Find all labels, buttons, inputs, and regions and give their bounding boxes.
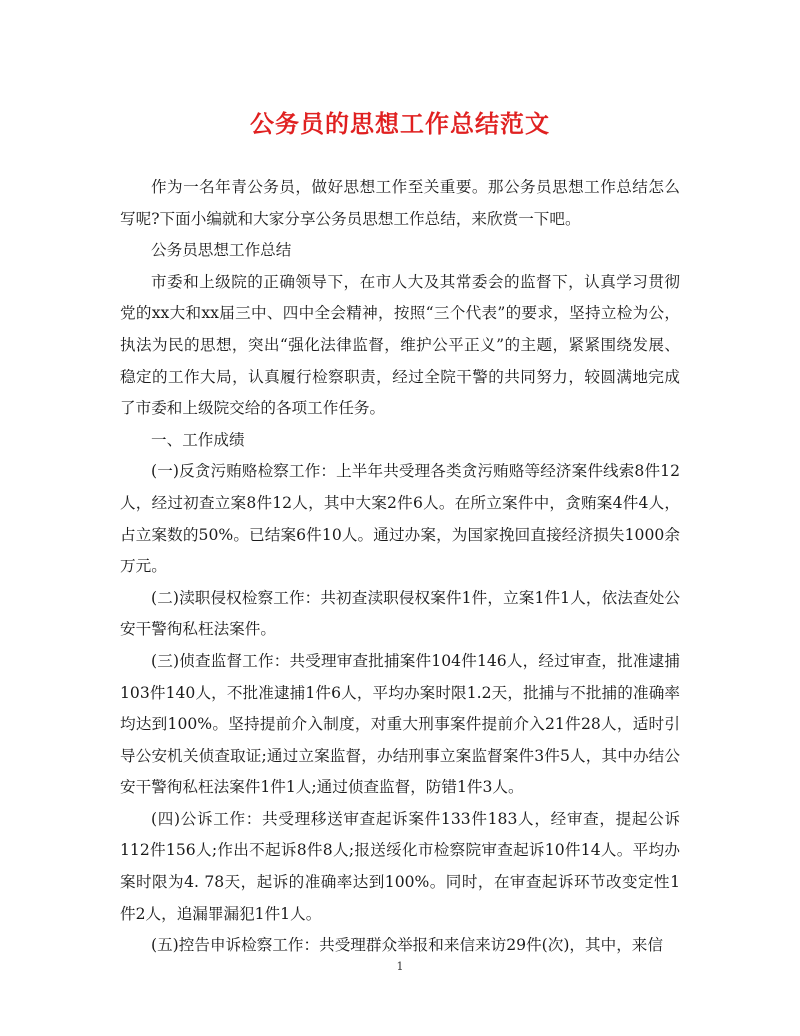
paragraph-complaints: (五)控告申诉检察工作：共受理群众举报和来信来访29件(次)，其中，来信 — [151, 936, 663, 955]
paragraph-intro: 作为一名年青公务员，做好思想工作至关重要。那公务员思想工作总结怎么写呢?下面小编就和大家分享公务员思想工作总结，来欣赏一下吧。 — [120, 178, 680, 228]
paragraph-anti-corruption: (一)反贪污贿赂检察工作：上半年共受理各类贪污贿赂等经济案件线索8件12人，经过初查立案8件12人，其中大案2件6人。在所立案件中，贪贿案4件4人，占立案数的50%。已结案6件10人。通过办案，为国家挽回直接经济损失1000余万元。 — [120, 462, 680, 576]
document-body — [120, 172, 680, 962]
paragraph-subtitle: 公务员思想工作总结 — [151, 241, 292, 260]
paragraph-prosecution: (四)公诉工作：共受理移送审查起诉案件133件183人，经审查，提起公诉112件156人;作出不起诉8件8人;报送绥化市检察院审查起诉10件14人。平均办案时限为4. 78天，起诉的准确率达到100%。同时，在审查起诉环节改变定性1件2人，追漏罪漏犯1件1人。 — [120, 809, 680, 923]
paragraph-overview: 市委和上级院的正确领导下，在市人大及其常委会的监督下，认真学习贯彻党的xx大和xx届三中、四中全会精神，按照“三个代表”的要求，坚持立检为公，执法为民的思想，突出“强化法律监督，维护公平正义”的主题，紧紧围绕发展、稳定的工作大局，认真履行检察职责，经过全院干警的共同努力，较圆满地完成了市委和上级院交给的各项工作任务。 — [120, 272, 680, 418]
paragraph-section-heading: 一、工作成绩 — [151, 430, 245, 449]
paragraph-dereliction: (二)渎职侵权检察工作：共初查渎职侵权案件1件，立案1件1人，依法查处公安干警徇私枉法案件。 — [120, 588, 680, 639]
paragraph-investigation-supervision: (三)侦查监督工作：共受理审查批捕案件104件146人，经过审查，批准逮捕103件140人，不批准逮捕1件6人，平均办案时限1.2天，批捕与不批捕的准确率均达到100%。坚持提前介入制度，对重大刑事案件提前介入21件28人，适时引导公安机关侦查取证;通过立案监督，办结刑事立案监督案件3件5人，其中办结公安干警徇私枉法案件1件1人;通过侦查监督，防错1件3人。 — [120, 651, 680, 797]
page-number: 1 — [396, 960, 404, 973]
document-title: 公务员的思想工作总结范文 — [250, 109, 550, 138]
